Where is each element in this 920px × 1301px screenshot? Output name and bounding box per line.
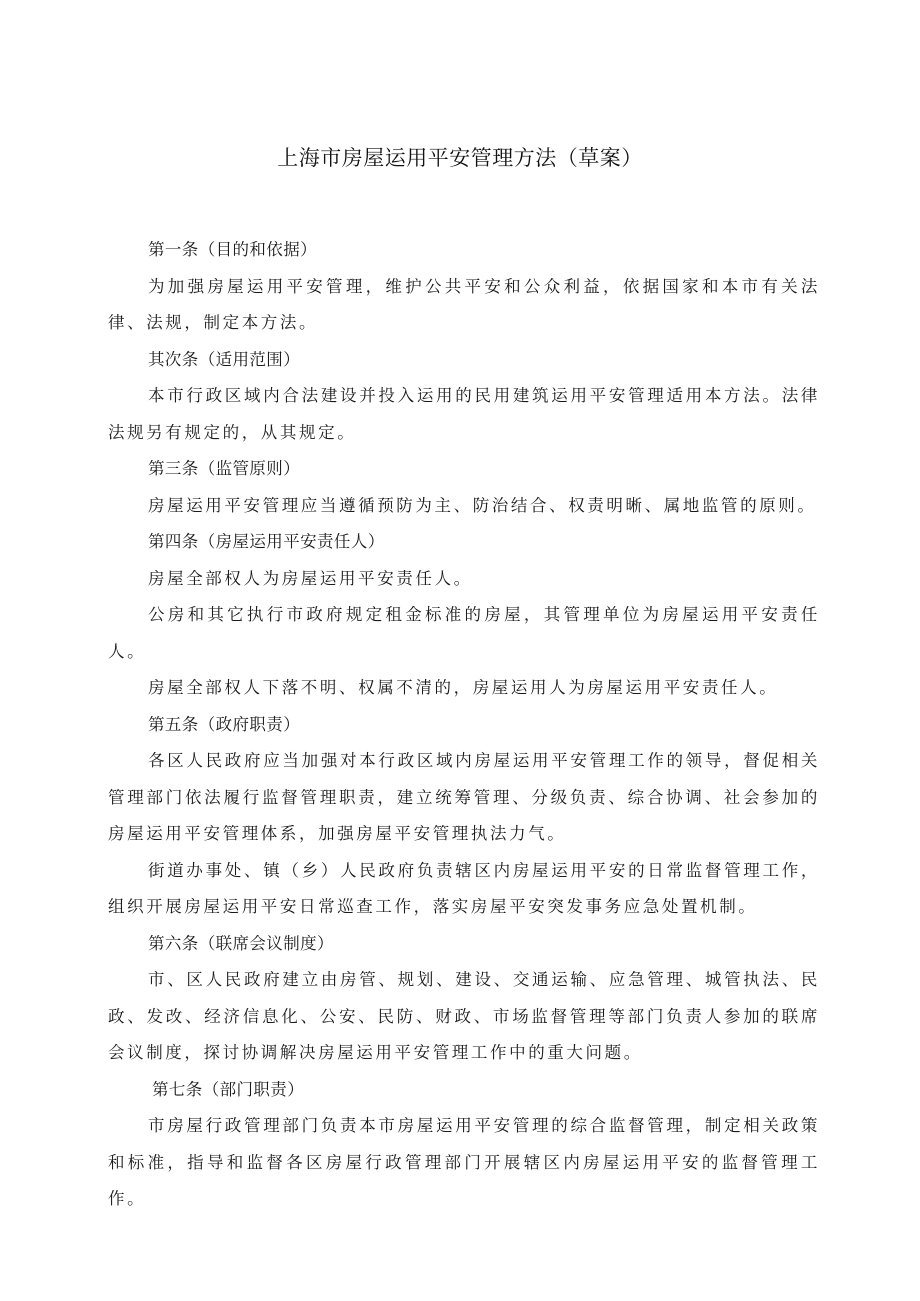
article-paragraph: 本市行政区域内合法建设并投入运用的民用建筑运用平安管理适用本方法。法律法规另有规定的，从其规定。 [108,386,820,442]
article-paragraph: 为加强房屋运用平安管理，维护公共平安和公众利益，依据国家和本市有关法律、法规，制定本方法。 [108,276,820,332]
article-paragraph: 房屋全部权人为房屋运用平安责任人。 [148,568,473,588]
article-paragraph: 市房屋行政管理部门负责本市房屋运用平安管理的综合监督管理，制定相关政策和标准，指导和监督各区房屋行政管理部门开展辖区内房屋运用平安的监督管理工作。 [108,1116,820,1208]
article-paragraph: 市、区人民政府建立由房管、规划、建设、交通运输、应急管理、城管执法、民政、发改、经济信息化、公安、民防、财政、市场监督管理等部门负责人参加的联席会议制度，探讨协调解决房屋运用平安管理工作中的重大问题。 [108,970,820,1062]
article-heading: 第五条（政府职责） [148,714,301,734]
article-heading: 第一条（目的和依据） [148,240,317,259]
article-heading: 第七条（部门职责） [152,1079,305,1099]
article-paragraph: 房屋全部权人下落不明、权属不清的，房屋运用人为房屋运用平安责任人。 [148,678,779,697]
article-heading: 其次条（适用范围） [148,349,301,369]
article-heading: 第六条（联席会议制度） [148,933,334,953]
article-paragraph: 街道办事处、镇（乡）人民政府负责辖区内房屋运用平安的日常监督管理工作，组织开展房屋运用平安日常巡查工作，落实房屋平安突发事务应急处置机制。 [108,860,820,916]
article-paragraph: 各区人民政府应当加强对本行政区域内房屋运用平安管理工作的领导，督促相关管理部门依法履行监督管理职责，建立统筹管理、分级负责、综合协调、社会参加的房屋运用平安管理体系，加强房屋平安管理执法力气。 [108,751,820,843]
article-paragraph: 房屋运用平安管理应当遵循预防为主、防治结合、权责明晰、属地监管的原则。 [148,495,817,515]
article-paragraph: 公房和其它执行市政府规定租金标准的房屋，其管理单位为房屋运用平安责任人。 [108,605,820,661]
document-title: 上海市房屋运用平安管理方法（草案） [277,146,643,170]
document-body [108,232,820,1218]
article-heading: 第三条（监管原则） [148,459,301,478]
article-heading: 第四条（房屋运用平安责任人） [148,532,385,551]
